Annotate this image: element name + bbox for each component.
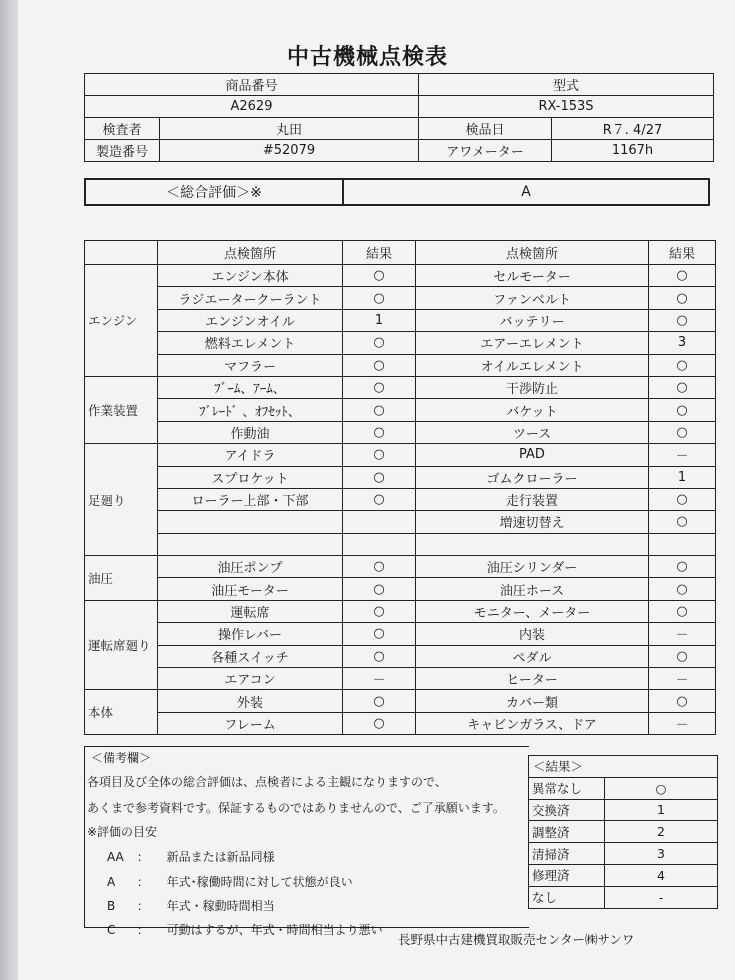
check-result: － bbox=[649, 668, 716, 690]
check-point: スプロケット bbox=[158, 466, 343, 488]
category-header bbox=[85, 241, 158, 265]
check-point: ﾌﾞﾚｰﾄﾞ 、ｵﾌｾｯﾄ、 bbox=[158, 399, 343, 421]
check-point: エンジンオイル bbox=[158, 309, 343, 331]
check-point: カバー類 bbox=[416, 690, 649, 712]
check-result: ○ bbox=[343, 690, 416, 712]
check-point: フレーム bbox=[158, 712, 343, 734]
grade-description: 新品または新品同様 bbox=[166, 850, 275, 864]
grade-description: 年式・稼動時間相当 bbox=[166, 899, 275, 913]
result-key: なし bbox=[529, 886, 605, 908]
remarks-line: 各項目及び全体の総合評価は、点検者による主観になりますので、 bbox=[87, 775, 447, 789]
check-result: ○ bbox=[649, 265, 716, 287]
result-header: 結果 bbox=[649, 241, 716, 265]
check-result: ○ bbox=[343, 421, 416, 443]
check-result: ○ bbox=[343, 376, 416, 398]
grade-description: 年式･稼働時間に対して状態が良い bbox=[166, 875, 353, 889]
product-no-value: A2629 bbox=[85, 96, 419, 118]
check-result: ○ bbox=[343, 578, 416, 600]
check-result: ○ bbox=[343, 399, 416, 421]
check-point: PAD bbox=[416, 444, 649, 466]
check-result: ○ bbox=[343, 444, 416, 466]
total-evaluation-value: A bbox=[343, 179, 709, 205]
check-result bbox=[343, 533, 416, 555]
total-evaluation-label: ＜総合評価＞※ bbox=[85, 179, 343, 205]
check-point bbox=[158, 511, 343, 533]
serial-value: #52079 bbox=[160, 140, 419, 162]
grade-row bbox=[107, 921, 383, 938]
result-value: 3 bbox=[605, 843, 718, 865]
check-point: 走行装置 bbox=[416, 488, 649, 510]
check-point: 干渉防止 bbox=[416, 376, 649, 398]
check-point: 各種スイッチ bbox=[158, 645, 343, 667]
page-title: 中古機械点検表 bbox=[286, 45, 448, 70]
inspector-value: 丸田 bbox=[160, 118, 419, 140]
grade-description: 可動はするが、年式・時間相当より悪い bbox=[166, 923, 383, 937]
result-value: - bbox=[605, 886, 718, 908]
result-value: ○ bbox=[605, 777, 718, 799]
product-no-label: 商品番号 bbox=[85, 74, 419, 96]
check-point: 内装 bbox=[416, 623, 649, 645]
result-key: 修理済 bbox=[529, 864, 605, 886]
grade-separator: ： bbox=[136, 899, 149, 913]
check-result: ○ bbox=[649, 645, 716, 667]
check-point: ヒーター bbox=[416, 668, 649, 690]
result-key: 異常なし bbox=[529, 777, 605, 799]
grade-row bbox=[107, 873, 353, 890]
check-point: 燃料エレメント bbox=[158, 332, 343, 354]
check-result: 1 bbox=[343, 309, 416, 331]
check-result: ○ bbox=[343, 556, 416, 578]
check-result: － bbox=[343, 668, 416, 690]
check-point: バッテリー bbox=[416, 309, 649, 331]
point-header: 点検箇所 bbox=[416, 241, 649, 265]
check-result: ○ bbox=[649, 287, 716, 309]
model-label: 型式 bbox=[419, 74, 714, 96]
check-result: ○ bbox=[649, 309, 716, 331]
check-result: ○ bbox=[343, 645, 416, 667]
check-result bbox=[343, 511, 416, 533]
check-result: ○ bbox=[649, 488, 716, 510]
grade-row bbox=[107, 897, 275, 914]
check-point: 増速切替え bbox=[416, 511, 649, 533]
category-cab: 運転席廻り bbox=[85, 600, 158, 690]
check-point: 作動油 bbox=[158, 421, 343, 443]
check-result: ○ bbox=[343, 265, 416, 287]
remarks-label: ＜備考欄＞ bbox=[91, 751, 152, 765]
remarks-line: あくまで参考資料です。保証するものではありませんので、ご了承願います。 bbox=[87, 801, 505, 815]
paper-edge bbox=[0, 0, 18, 980]
check-result: ○ bbox=[649, 578, 716, 600]
grade-row bbox=[107, 848, 275, 865]
check-result: ○ bbox=[649, 376, 716, 398]
result-key: 清掃済 bbox=[529, 843, 605, 865]
check-point: モニター、メーター bbox=[416, 600, 649, 622]
check-point: ﾌﾞｰﾑ、ｱｰﾑ、 bbox=[158, 376, 343, 398]
check-point: 操作レバー bbox=[158, 623, 343, 645]
check-result: ○ bbox=[649, 556, 716, 578]
check-point: ゴムクローラー bbox=[416, 466, 649, 488]
grade-code: B bbox=[107, 899, 116, 913]
check-result: ○ bbox=[343, 488, 416, 510]
check-result: ○ bbox=[649, 690, 716, 712]
point-header: 点検箇所 bbox=[158, 241, 343, 265]
inspect-date-label: 検品日 bbox=[419, 118, 552, 140]
check-point: 外装 bbox=[158, 690, 343, 712]
check-result: － bbox=[649, 623, 716, 645]
check-result: ○ bbox=[649, 600, 716, 622]
check-point: バケット bbox=[416, 399, 649, 421]
check-point: 油圧シリンダー bbox=[416, 556, 649, 578]
category-body: 本体 bbox=[85, 690, 158, 735]
hour-meter-label: アワメーター bbox=[419, 140, 552, 162]
model-value: RX-153S bbox=[419, 96, 714, 118]
grade-guide-label: ※評価の目安 bbox=[87, 825, 158, 839]
check-result: ○ bbox=[343, 332, 416, 354]
check-result: ○ bbox=[649, 354, 716, 376]
check-result: ○ bbox=[343, 287, 416, 309]
check-result: ○ bbox=[343, 466, 416, 488]
check-result: － bbox=[649, 444, 716, 466]
check-point: 運転席 bbox=[158, 600, 343, 622]
check-point bbox=[416, 533, 649, 555]
category-hydraulic: 油圧 bbox=[85, 556, 158, 601]
check-point: ローラー上部・下部 bbox=[158, 488, 343, 510]
result-key: 調整済 bbox=[529, 821, 605, 843]
info-table bbox=[84, 73, 714, 162]
check-result: ○ bbox=[343, 354, 416, 376]
results-legend bbox=[528, 755, 718, 909]
results-label: ＜結果＞ bbox=[529, 756, 718, 778]
check-point: 油圧ホース bbox=[416, 578, 649, 600]
grade-separator: ： bbox=[136, 923, 149, 937]
check-result: － bbox=[649, 712, 716, 734]
hour-meter-value: 1167h bbox=[552, 140, 714, 162]
check-point: セルモーター bbox=[416, 265, 649, 287]
grade-code: A bbox=[107, 875, 116, 889]
check-point: 油圧ポンプ bbox=[158, 556, 343, 578]
check-result: 3 bbox=[649, 332, 716, 354]
grade-separator: ： bbox=[136, 850, 149, 864]
company-footer: 長野県中古建機買取販売センター㈱サンワ bbox=[398, 932, 635, 947]
result-value: 1 bbox=[605, 799, 718, 821]
check-table bbox=[84, 240, 716, 735]
check-point: エアーエレメント bbox=[416, 332, 649, 354]
check-point: ペダル bbox=[416, 645, 649, 667]
grade-code: AA bbox=[107, 850, 124, 864]
check-point: エアコン bbox=[158, 668, 343, 690]
total-evaluation bbox=[84, 178, 710, 206]
result-value: 2 bbox=[605, 821, 718, 843]
inspector-label: 検査者 bbox=[85, 118, 160, 140]
check-point: ファンベルト bbox=[416, 287, 649, 309]
check-result: 1 bbox=[649, 466, 716, 488]
result-header: 結果 bbox=[343, 241, 416, 265]
check-result: ○ bbox=[649, 511, 716, 533]
remarks-box bbox=[84, 746, 529, 937]
category-work-equipment: 作業装置 bbox=[85, 376, 158, 443]
serial-label: 製造番号 bbox=[85, 140, 160, 162]
check-result: ○ bbox=[343, 600, 416, 622]
check-result bbox=[649, 533, 716, 555]
grade-separator: ： bbox=[136, 875, 149, 889]
check-point: エンジン本体 bbox=[158, 265, 343, 287]
check-point: アイドラ bbox=[158, 444, 343, 466]
inspect-date-value: R７. 4/27 bbox=[552, 118, 714, 140]
check-point: キャビンガラス、ドア bbox=[416, 712, 649, 734]
check-point: オイルエレメント bbox=[416, 354, 649, 376]
check-result: ○ bbox=[649, 399, 716, 421]
check-point: 油圧モーター bbox=[158, 578, 343, 600]
check-result: ○ bbox=[649, 421, 716, 443]
check-result: ○ bbox=[343, 623, 416, 645]
check-result: ○ bbox=[343, 712, 416, 734]
check-point: マフラー bbox=[158, 354, 343, 376]
check-point: ラジエータークーラント bbox=[158, 287, 343, 309]
check-point bbox=[158, 533, 343, 555]
result-value: 4 bbox=[605, 864, 718, 886]
category-undercarriage: 足廻り bbox=[85, 444, 158, 556]
grade-code: C bbox=[107, 923, 116, 937]
check-point: ツース bbox=[416, 421, 649, 443]
result-key: 交換済 bbox=[529, 799, 605, 821]
category-engine: エンジン bbox=[85, 265, 158, 377]
